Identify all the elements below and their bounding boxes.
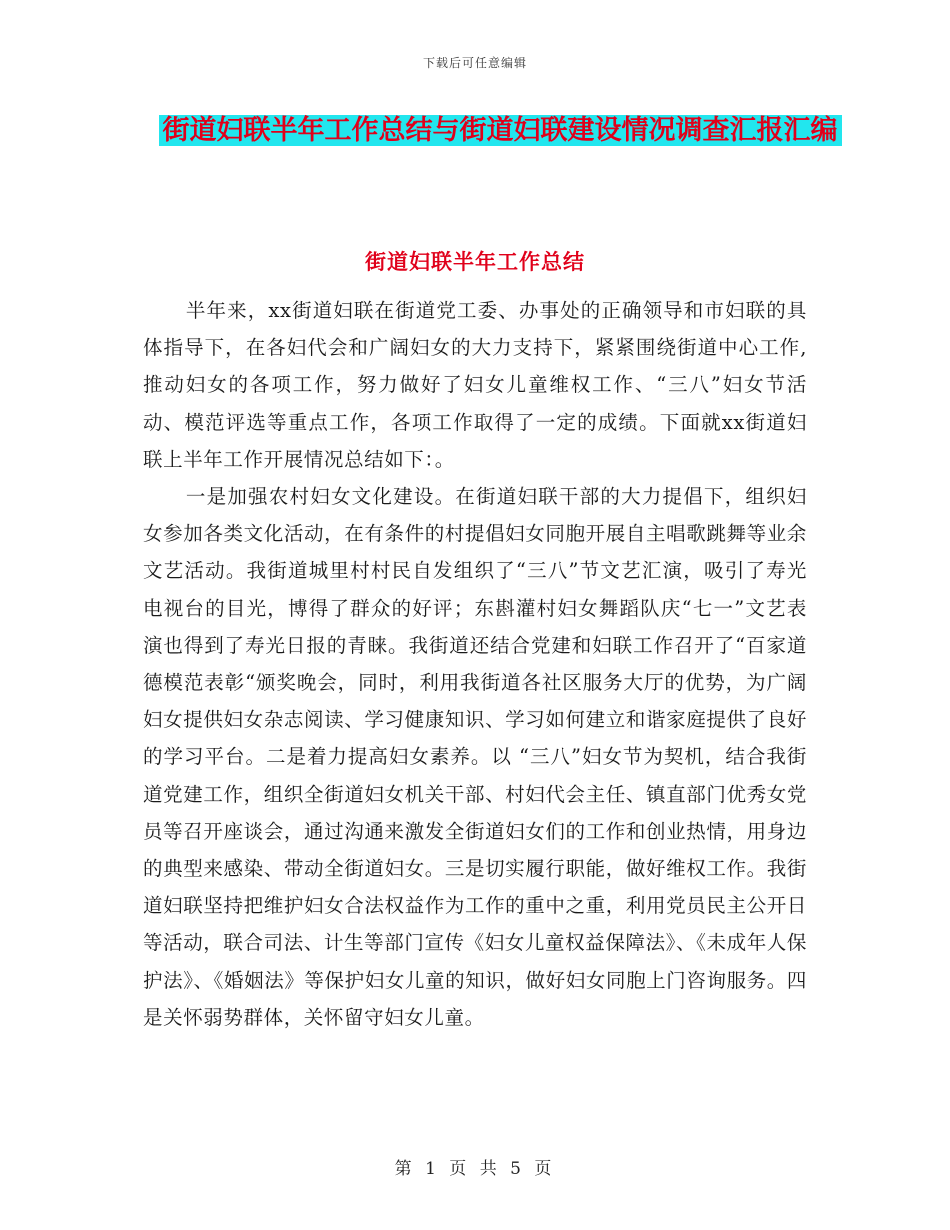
section-title: 街道妇联半年工作总结 xyxy=(365,250,585,274)
header-note: 下载后可任意编辑 xyxy=(422,56,527,70)
paragraph: 一是加强农村妇女文化建设。在街道妇联干部的大力提倡下，组织妇女参加各类文化活动，在有条件的村提倡妇女同胞开展自主唱歌跳舞等业余文艺活动。我街道城里村村民自发组织了“三八”节文艺汇演，吸引了寿光电视台的目光，博得了群众的好评；东斟灌村妇女舞蹈队庆“七一”文艺表演也得到了寿光日报的青睐。我街道还结合党建和妇联工作召开了“百家道德模范表彰“颁奖晚会，同时，利用我街道各社区服务大厅的优势，为广阔妇女提供妇女杂志阅读、学习健康知识、学习如何建立和谐家庭提供了良好的学习平台。二是着力提高妇女素养。以 “三八”妇女节为契机，结合我街道党建工作，组织全街道妇女机关干部、村妇代会主任、镇直部门优秀女党员等召开座谈会，通过沟通来激发全街道妇女们的工作和创业热情，用身边的典型来感染、带动全街道妇女。三是切实履行职能，做好维权工作。我街道妇联坚持把维护妇女合法权益作为工作的重中之重，利用党员民主公开日等活动，联合司法、计生等部门宣传《妇女儿童权益保障法》、《未成年人保护法》、《婚姻法》等保护妇女儿童的知识，做好妇女同胞上门咨询服务。四是关怀弱势群体，关怀留守妇女儿童。 xyxy=(143,485,807,1029)
body-text xyxy=(143,292,807,1036)
document-title-text: 街道妇联半年工作总结与街道妇联建设情况调查汇报汇编 xyxy=(159,115,842,146)
paragraph: 半年来，xx街道妇联在街道党工委、办事处的正确领导和市妇联的具体指导下，在各妇代会和广阔妇女的大力支持下，紧紧围绕街道中心工作,推动妇女的各项工作，努力做好了妇女儿童维权工作、“三八”妇女节活动、模范评选等重点工作，各项工作取得了一定的成绩。下面就xx街道妇联上半年工作开展情况总结如下：。 xyxy=(143,299,807,471)
document-title xyxy=(140,108,860,154)
page-number: 第 1 页 共 5 页 xyxy=(394,1159,556,1179)
